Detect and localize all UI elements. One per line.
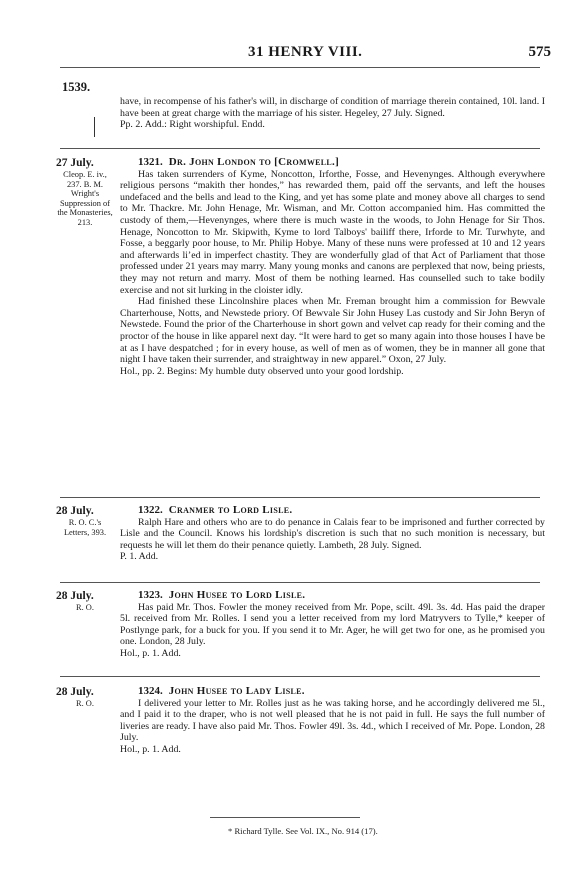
entry-continuation (120, 96, 545, 131)
entry-date: 27 July. (56, 157, 94, 169)
entry-paragraph: Has taken surrenders of Kyme, Noncotton, Irforthe, Fosse, and Hevenynges. Although everywhere religious persons “makith ther hondes,” has rewarded them, paid off the servants, and left the houses undefaced and the bells and lead to the King, and yet has some plate and money above all charges to send to Mr. Thackre. Mr. John Henage, Mr. Wisman, and Mr. Cotton accompanied him. Has committed the custody of them,—Hevenynges, where there is much waste in the woods, to John Henage for Sir Thos. Henage, Noncotton to Mr. Skipwith, Kyme to lord Talboys' bailiff there, Irforde to Mr. Turwhyte, and Fosse, a beggarly poor house, to Mr. Philip Hobye. Many of these nuns were professed at 10 and 12 years and afterwards li’ed in imperfect chastity. They are wonderfully glad of that Act of Parliament that those professed under 21 years may marry. Many young monks and canons are perplexed that now, being priests, they may not return and marry. Most of them be nothing learned. Has counselled such to take bodily exercise and not sit lurking in the cloister idly. (120, 168, 545, 296)
entry-paragraph: Had finished these Lincolnshire places when Mr. Freman brought him a commission for Bewvale Charterhouse, Notts, and Newstede priory. Of Bewvale Sir John Husey Las custody and Sir John Beryn of Newstede. Found the prior of the Charterhouse in short gown and velvet cap ready for their coming and the proctor of the house in like apparel next day. “It were hard to get so many again into those houses I have be at as I have despatched ; for in every house, as well of men as of women, they be in manner all gone that night I have taken their surrender, and straightway in new apparel.” Oxon, 27 July. (120, 296, 545, 366)
entry-reference: Hol., p. 1. Add. (120, 743, 181, 755)
running-title: 31 HENRY VIII. (248, 44, 363, 60)
entry-reference: Hol., p. 1. Add. (120, 647, 181, 659)
entry-date: 28 July. (56, 590, 94, 602)
entry-source: R. O. C.'s Letters, 393. (63, 518, 107, 537)
entry-paragraph: have, in recompense of his father's will, in discharge of condition of marriage therein contained, 10l. land. I have been at great charge with the marriage of his sister. Hegeley, 27 July. Signed. (120, 96, 545, 119)
margin-note-1322 (56, 505, 114, 537)
margin-note-1324 (56, 686, 114, 709)
entry-1321 (120, 157, 545, 377)
header-rule (60, 67, 540, 68)
entry-paragraph: Has paid Mr. Thos. Fowler the money received from Mr. Pope, scilt. 49l. 3s. 4d. Has paid the draper 5l. received from Mr. Rolles. I send you a letter received from my lord Matryvers to Tylle,* keeper of Postlynge park, for a buck for you. If you send it to Mr. Ager, he will get two for one, as he promised you one. London, 28 July. (120, 601, 545, 648)
entry-divider (60, 582, 540, 583)
entry-heading (120, 590, 545, 602)
page-number: 575 (528, 44, 551, 60)
entry-title: Dr. John London to [Cromwell.] (168, 156, 340, 168)
entry-1324 (120, 686, 545, 756)
footnote: * Richard Tylle. See Vol. IX., No. 914 (17). (228, 826, 378, 836)
entry-heading (120, 505, 545, 517)
entry-1322 (120, 505, 545, 563)
entry-date: 28 July. (56, 505, 94, 517)
entry-reference: P. 1. Add. (120, 551, 159, 563)
entry-date: 28 July. (56, 686, 94, 698)
entry-divider (60, 676, 540, 677)
margin-bracket (94, 117, 95, 137)
footnote-rule (210, 817, 360, 818)
entry-number: 1321. (138, 156, 163, 168)
entry-divider (60, 497, 540, 498)
entry-number: 1322. (138, 504, 163, 516)
entry-reference: Hol., pp. 2. Begins: My humble duty observed unto your good lordship. (120, 365, 404, 377)
entry-heading (120, 686, 545, 698)
entry-source: Cleop. E. iv., 237. B. M. Wright's Suppression of the Monasteries, 213. (57, 170, 113, 227)
margin-year: 1539. (62, 80, 91, 94)
entry-divider (60, 148, 540, 149)
margin-note-1321 (56, 157, 114, 228)
running-header (0, 44, 567, 64)
entry-heading (120, 157, 545, 169)
entry-reference: Pp. 2. Add.: Right worshipful. Endd. (120, 119, 265, 131)
entry-paragraph: Ralph Hare and others who are to do penance in Calais fear to be imprisoned and further corrected by Lisle and the Council. Knows his lordship's discretion is such that no such monition is necessary, but requests he will let them do their penance quietly. Lambeth, 28 July. Signed. (120, 516, 545, 551)
entry-source: R. O. (76, 603, 94, 612)
entry-title: John Husee to Lady Lisle. (168, 685, 305, 697)
entry-source: R. O. (76, 699, 94, 708)
entry-paragraph: I delivered your letter to Mr. Rolles just as he was taking horse, and he accordingly delivered me 5l., and I paid it to the draper, who is not well pleased that he is not paid in full. He says the full number of liveries are ready. I have also paid Mr. Thos. Fowler 49l. 3s. 4d., which I received of Mr. Pope. London, 28 July. (120, 697, 545, 744)
entry-number: 1324. (138, 685, 163, 697)
entry-number: 1323. (138, 589, 163, 601)
entry-1323 (120, 590, 545, 660)
margin-note-1323 (56, 590, 114, 613)
entry-title: Cranmer to Lord Lisle. (168, 504, 293, 516)
entry-title: John Husee to Lord Lisle. (168, 589, 306, 601)
